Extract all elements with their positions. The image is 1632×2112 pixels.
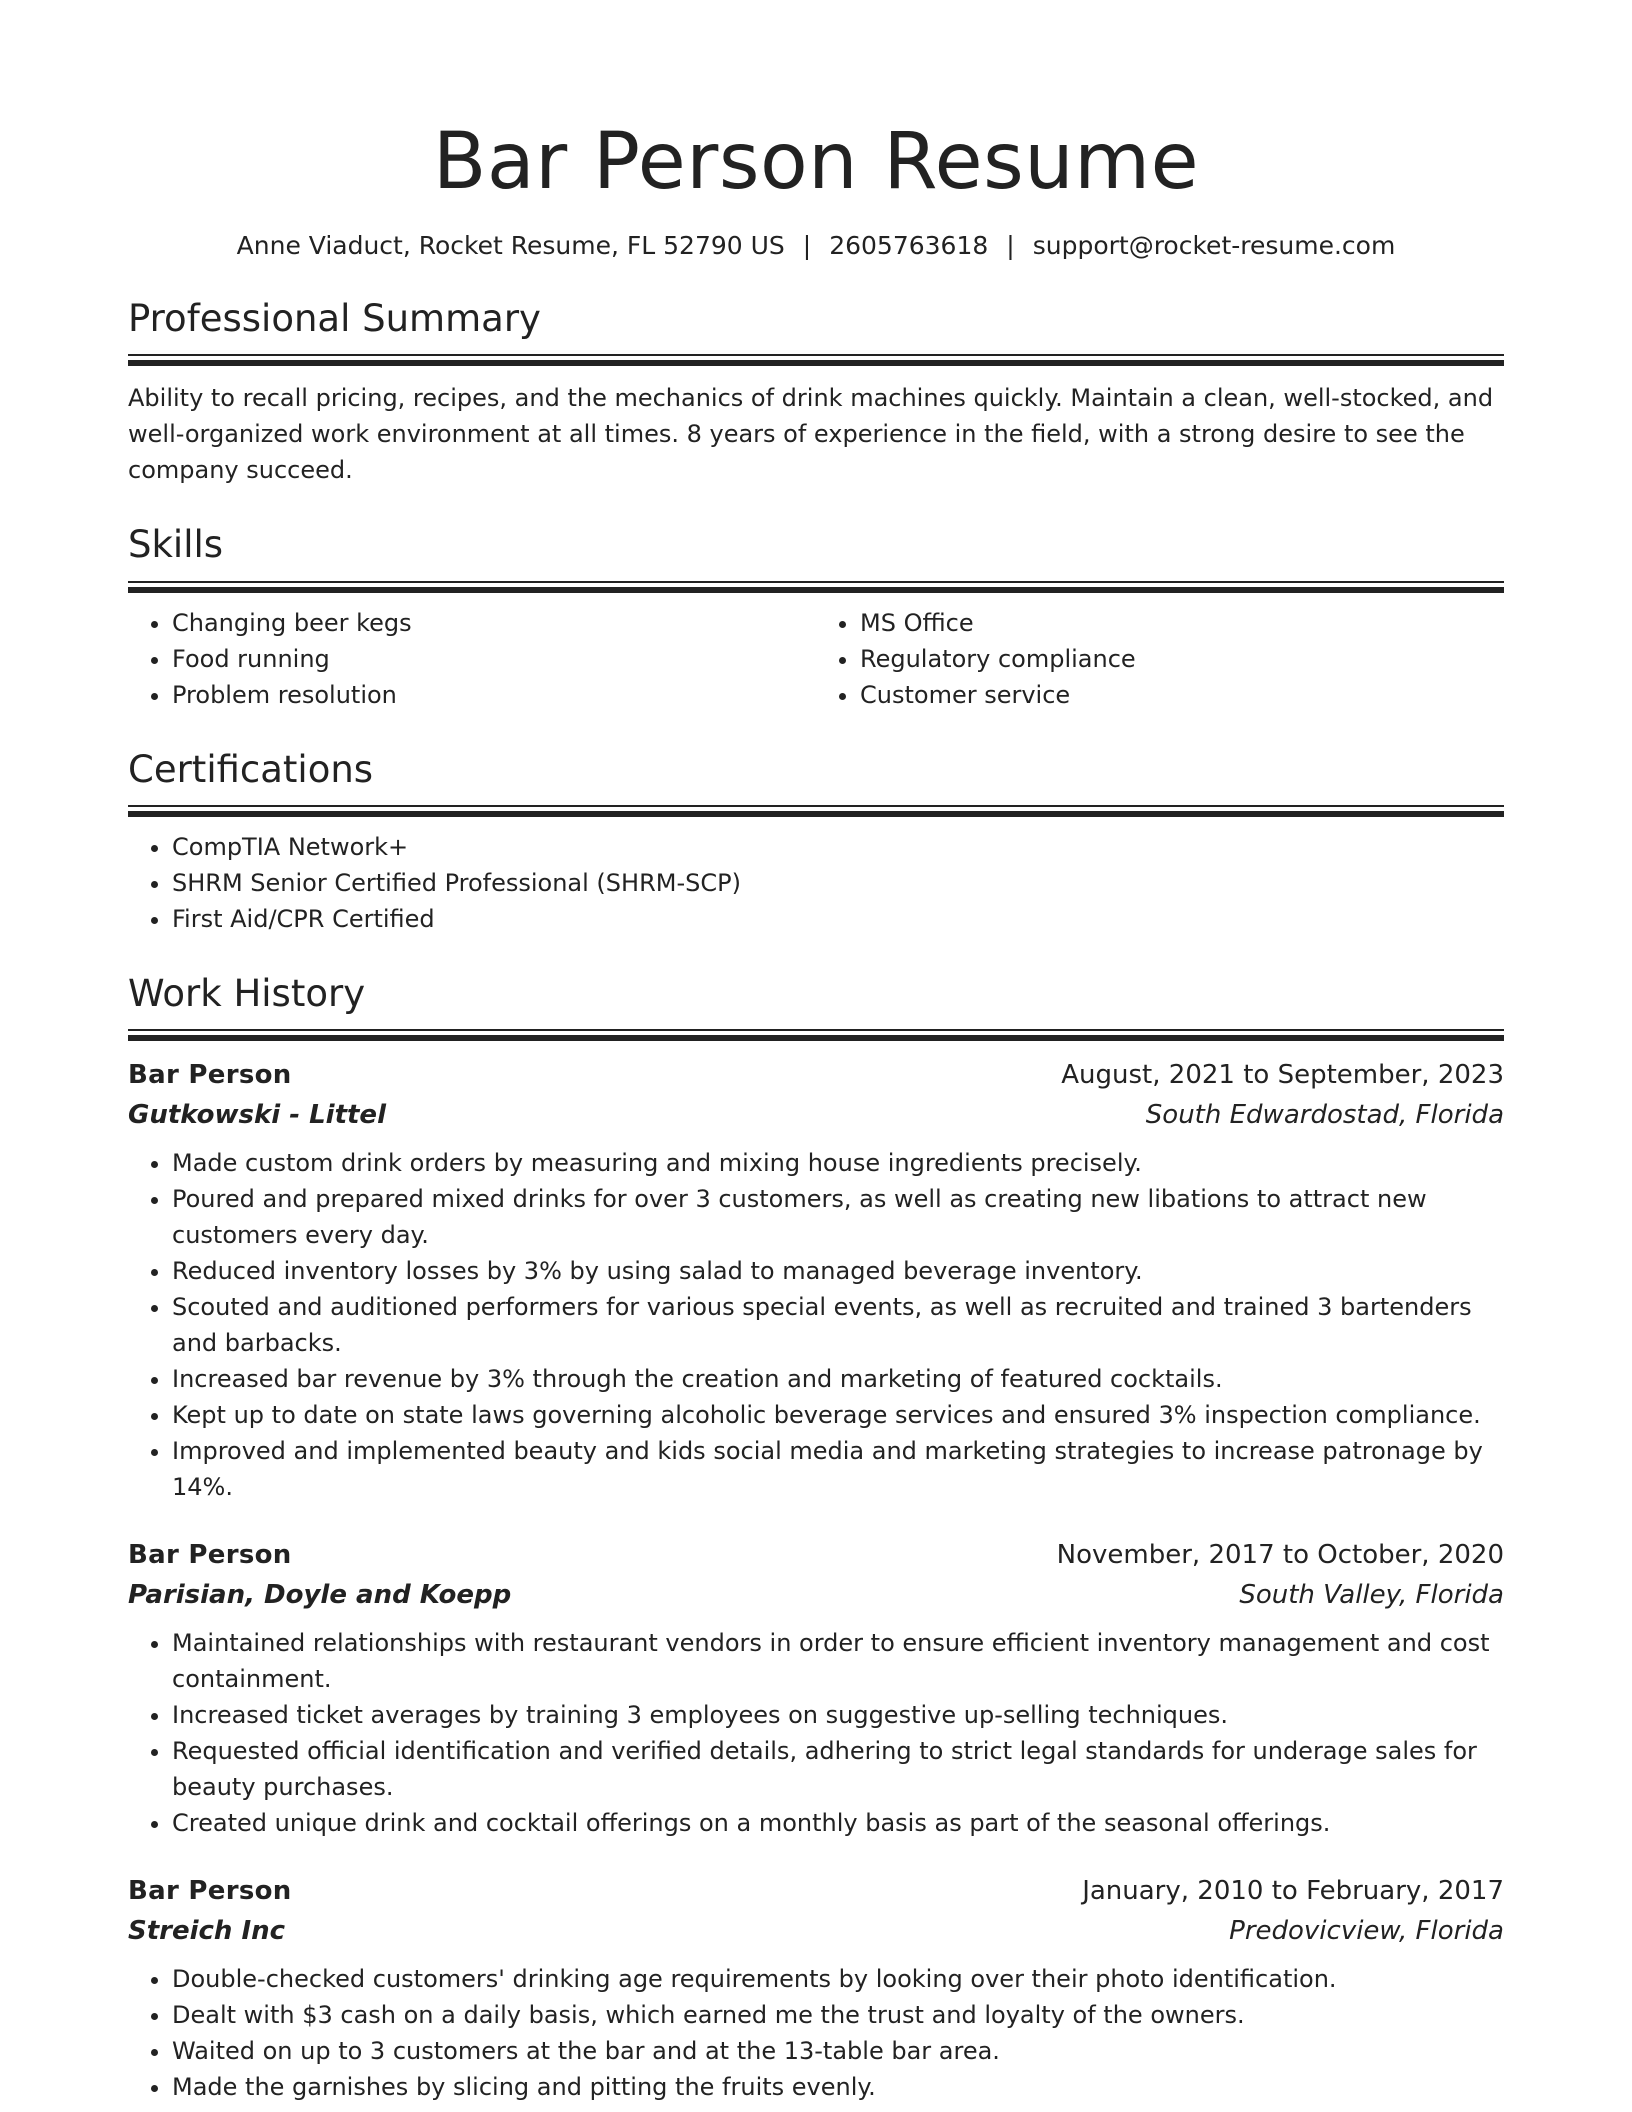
job-bullets [128,1145,1504,1505]
job-bullet: • Increased bar revenue by 3% through the creation and marketing of featured cocktails. [172,1361,1504,1397]
job-location: South Valley, Florida [1239,1580,1504,1611]
job-bullet: • Waited on up to 3 customers at the bar and at the 13-table bar area. [172,2033,1504,2069]
skill-item: • Problem resolution [172,677,816,713]
skills-column-left [128,605,816,713]
certification-item: • First Aid/CPR Certified [172,901,1504,937]
job-bullet: • Reduced inventory losses by 3% by using salad to managed beverage inventory. [172,1253,1504,1289]
job-entry [128,1055,1504,1505]
skills-column-right [816,605,1504,713]
job-subheader [128,1911,1504,1951]
job-subheader [128,1575,1504,1615]
job-header [128,1535,1504,1575]
section-title-work-history: Work History [128,971,366,1015]
job-subheader [128,1095,1504,1135]
job-header [128,1871,1504,1911]
job-bullet: • Maintained relationships with restaurant vendors in order to ensure efficient inventory management and cost containment. [172,1625,1504,1697]
job-bullet: • Increased ticket averages by training 3 employees on suggestive up-selling techniques. [172,1697,1504,1733]
job-bullet: • Kept up to date on state laws governing alcoholic beverage services and ensured 3% inspection compliance. [172,1397,1504,1433]
resume-title: Bar Person Resume [432,117,1200,207]
job-bullets [128,1625,1504,1841]
job-company: Gutkowski - Littel [128,1100,386,1131]
certification-item: • CompTIA Network+ [172,829,1504,865]
job-location: Predovicview, Florida [1229,1916,1504,1947]
contact-address: Anne Viaduct, Rocket Resume, FL 52790 US [236,230,785,260]
job-bullet: • Poured and prepared mixed drinks for over 3 customers, as well as creating new libations to attract new customers every day. [172,1181,1504,1253]
skill-item: • Changing beer kegs [172,605,816,641]
job-title: Bar Person [128,1876,292,1907]
section-title-certifications: Certifications [128,747,374,791]
job-company: Parisian, Doyle and Koepp [128,1580,512,1611]
job-location: South Edwardostad, Florida [1145,1100,1504,1131]
job-bullet: • Requested official identification and verified details, adhering to strict legal standards for underage sales for beauty purchases. [172,1733,1504,1805]
section-divider [128,354,1504,366]
section-title-summary: Professional Summary [128,297,541,341]
job-bullet: • Made custom drink orders by measuring and mixing house ingredients precisely. [172,1145,1504,1181]
job-bullet: • Double-checked customers' drinking age requirements by looking over their photo identification. [172,1961,1504,1997]
contact-separator: | [802,230,812,260]
skill-item: • Food running [172,641,816,677]
job-entry [128,1871,1504,2105]
skills-list [128,593,1504,713]
job-company: Streich Inc [128,1916,286,1947]
contact-separator: | [1006,230,1015,260]
job-entry [128,1535,1504,1841]
contact-phone: 2605763618 [829,230,989,260]
skill-item: • Regulatory compliance [860,641,1504,677]
section-title-skills: Skills [128,523,224,567]
job-bullet: • Dealt with $3 cash on a daily basis, which earned me the trust and loyalty of the owners. [172,1997,1504,2033]
job-dates: January, 2010 to February, 2017 [1082,1876,1504,1907]
section-divider [128,581,1504,593]
job-bullet: • Created unique drink and cocktail offerings on a monthly basis as part of the seasonal offerings. [172,1805,1504,1841]
job-bullet: • Made the garnishes by slicing and pitting the fruits evenly. [172,2069,1504,2105]
job-bullet: • Improved and implemented beauty and kids social media and marketing strategies to increase patronage by 14%. [172,1433,1504,1505]
section-divider [128,1029,1504,1041]
contact-line [128,230,1504,263]
certification-item: • SHRM Senior Certified Professional (SHRM-SCP) [172,865,1504,901]
job-dates: August, 2021 to September, 2023 [1061,1060,1504,1091]
job-header [128,1055,1504,1095]
certifications-list [128,829,1504,937]
skill-item: • Customer service [860,677,1504,713]
job-bullet: • Scouted and auditioned performers for various special events, as well as recruited and trained 3 bartenders and barbacks. [172,1289,1504,1361]
skill-item: • MS Office [860,605,1504,641]
job-dates: November, 2017 to October, 2020 [1056,1540,1504,1571]
summary-text: Ability to recall pricing, recipes, and the mechanics of drink machines quickly. Maintain a clean, well-stocked, and well-organized work environment at all times. 8 years of experience in the field, with a strong desire to see the company succeed. [128,384,1494,485]
section-divider [128,805,1504,817]
job-title: Bar Person [128,1540,292,1571]
job-bullets [128,1961,1504,2105]
job-title: Bar Person [128,1060,292,1091]
contact-email: support@rocket-resume.com [1032,230,1396,260]
